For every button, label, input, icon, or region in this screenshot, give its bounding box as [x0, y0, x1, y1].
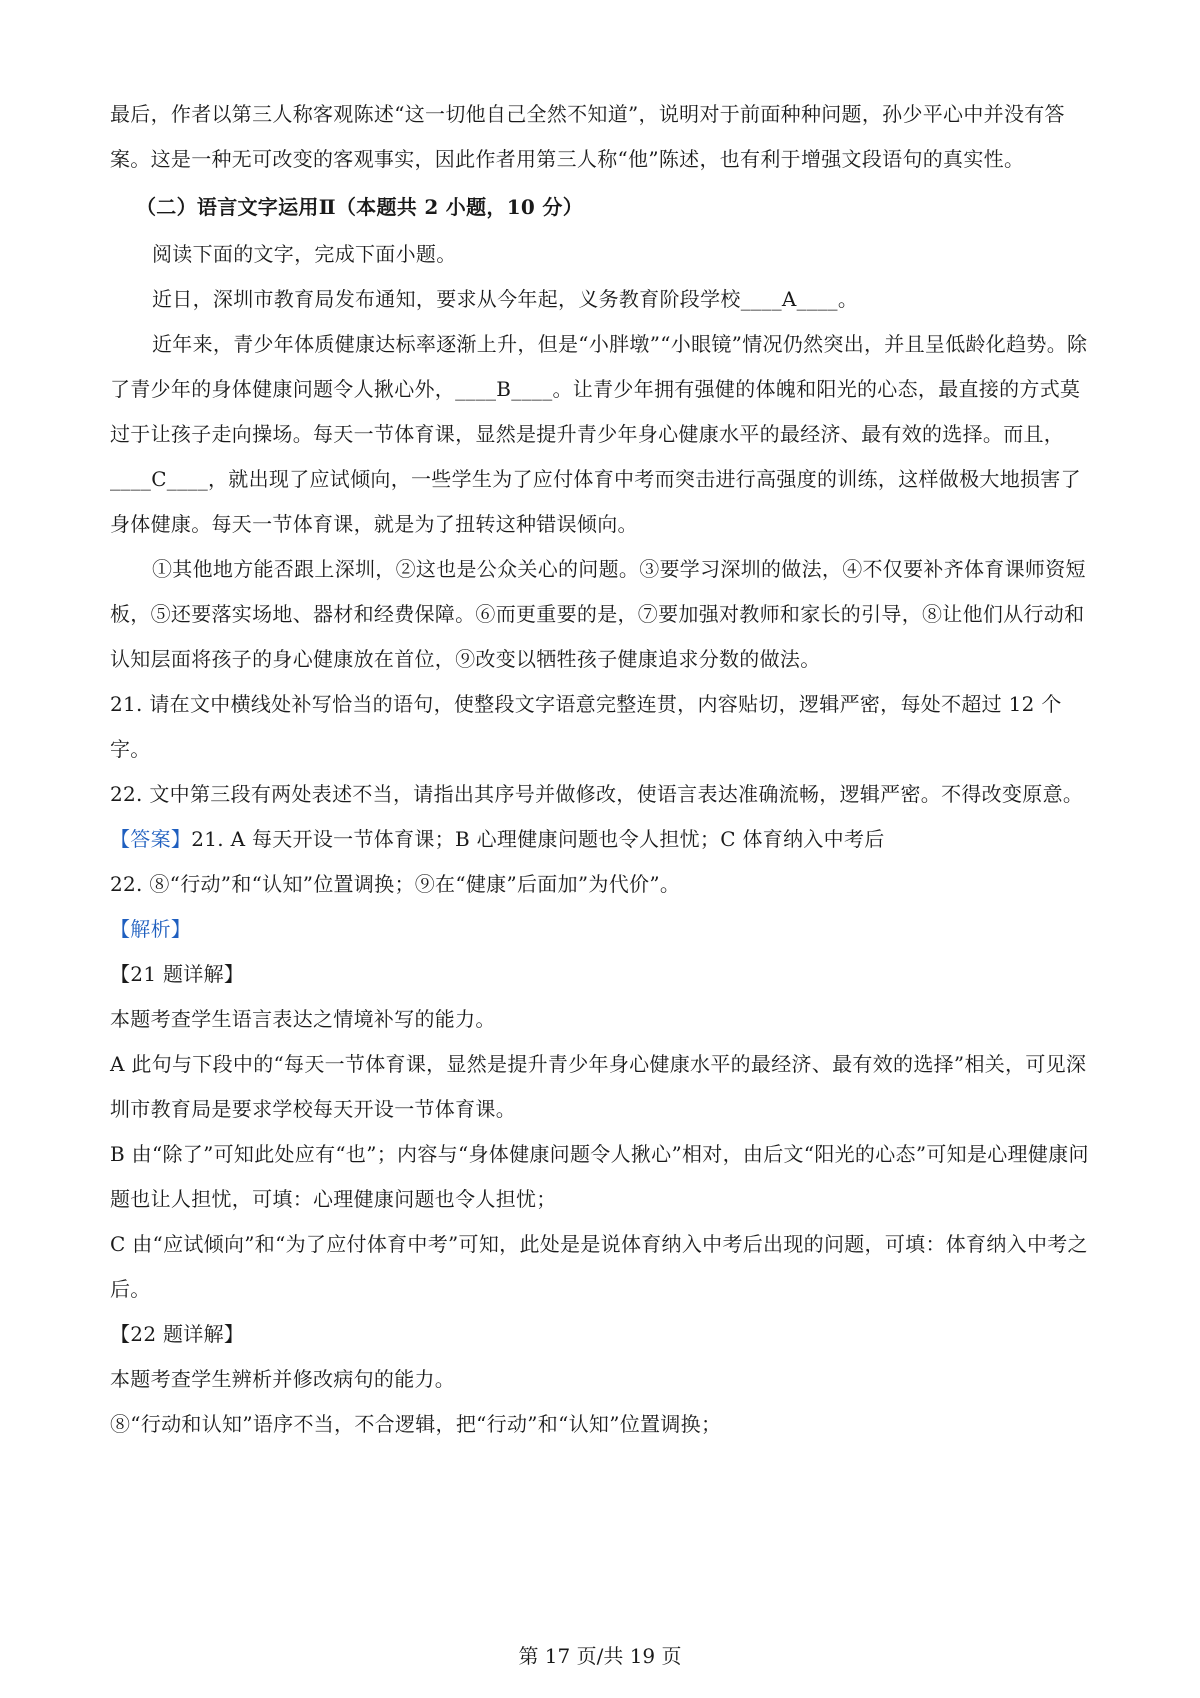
answer-21: 21. A 每天开设一节体育课；B 心理健康问题也令人担忧；C 体育纳入中考后 [191, 827, 885, 851]
page-content [110, 92, 1100, 1447]
answer-tag: 【答案】 [110, 827, 192, 851]
detail-22-item-8: ⑧“行动和认知”语序不当，不合逻辑，把“行动”和“认知”位置调换； [110, 1412, 722, 1436]
question-21: 21. 请在文中横线处补写恰当的语句，使整段文字语意完整连贯，内容贴切，逻辑严密，每处不超过 12 个字。 [110, 692, 1062, 761]
detail-21-b: B 由“除了”可知此处应有“也”；内容与“身体健康问题令人揪心”相对，由后文“阳光的心态”可知是心理健康问题也让人担忧，可填：心理健康问题也令人担忧； [110, 1142, 1089, 1211]
question-22: 22. 文中第三段有两处表述不当，请指出其序号并做修改，使语言表达准确流畅，逻辑严密。不得改变原意。 [110, 782, 1084, 806]
detail-21-a: A 此句与下段中的“每天一节体育课，显然是提升青少年身心健康水平的最经济、最有效的选择”相关，可见深圳市教育局是要求学校每天开设一节体育课。 [110, 1052, 1087, 1121]
detail-22-intro: 本题考查学生辨析并修改病句的能力。 [110, 1367, 456, 1391]
detail-21-heading: 【21 题详解】 [110, 962, 245, 986]
detail-22-heading: 【22 题详解】 [110, 1322, 245, 1346]
paragraph-conclusion: 最后，作者以第三人称客观陈述“这一切他自己全然不知道”，说明对于前面种种问题，孙少平心中并没有答案。这是一种无可改变的客观事实，因此作者用第三人称“他”陈述，也有利于增强文段语句的真实性。 [110, 102, 1065, 171]
section-heading: （二）语言文字运用Ⅱ（本题共 2 小题，10 分） [136, 195, 583, 219]
detail-21-intro: 本题考查学生语言表达之情境补写的能力。 [110, 1007, 496, 1031]
analysis-tag: 【解析】 [110, 917, 192, 941]
answer-22: 22. ⑧“行动”和“认知”位置调换；⑨在“健康”后面加”为代价”。 [110, 872, 681, 896]
passage-paragraph-1: 近日，深圳市教育局发布通知，要求从今年起，义务教育阶段学校____A____。 [152, 287, 859, 311]
page-footer: 第 17 页/共 19 页 [518, 1644, 682, 1668]
passage-paragraph-2: 近年来，青少年体质健康达标率逐渐上升，但是“小胖墩”“小眼镜”情况仍然突出，并且呈低龄化趋势。除了青少年的身体健康问题令人揪心外，____B____。让青少年拥有强健的体魄和阳光的心态，最直接的方式莫过于让孩子走向操场。每天一节体育课，显然是提升青少年身心健康水平的最经济、最有效的选择。而且，____C____，就出现了应试倾向，一些学生为了应付体育中考而突击进行高强度的训练，这样做极大地损害了身体健康。每天一节体育课，就是为了扭转这种错误倾向。 [110, 332, 1088, 536]
detail-21-c: C 由“应试倾向”和“为了应付体育中考”可知，此处是是说体育纳入中考后出现的问题，可填：体育纳入中考之后。 [110, 1232, 1088, 1301]
answer-21-line [110, 817, 1100, 862]
passage-paragraph-3: ①其他地方能否跟上深圳，②这也是公众关心的问题。③要学习深圳的做法，④不仅要补齐体育课师资短板，⑤还要落实场地、器材和经费保障。⑥而更重要的是，⑦要加强对教师和家长的引导，⑧让他们从行动和认知层面将孩子的身心健康放在首位，⑨改变以牺牲孩子健康追求分数的做法。 [110, 557, 1086, 671]
reading-instruction: 阅读下面的文字，完成下面小题。 [152, 242, 457, 266]
